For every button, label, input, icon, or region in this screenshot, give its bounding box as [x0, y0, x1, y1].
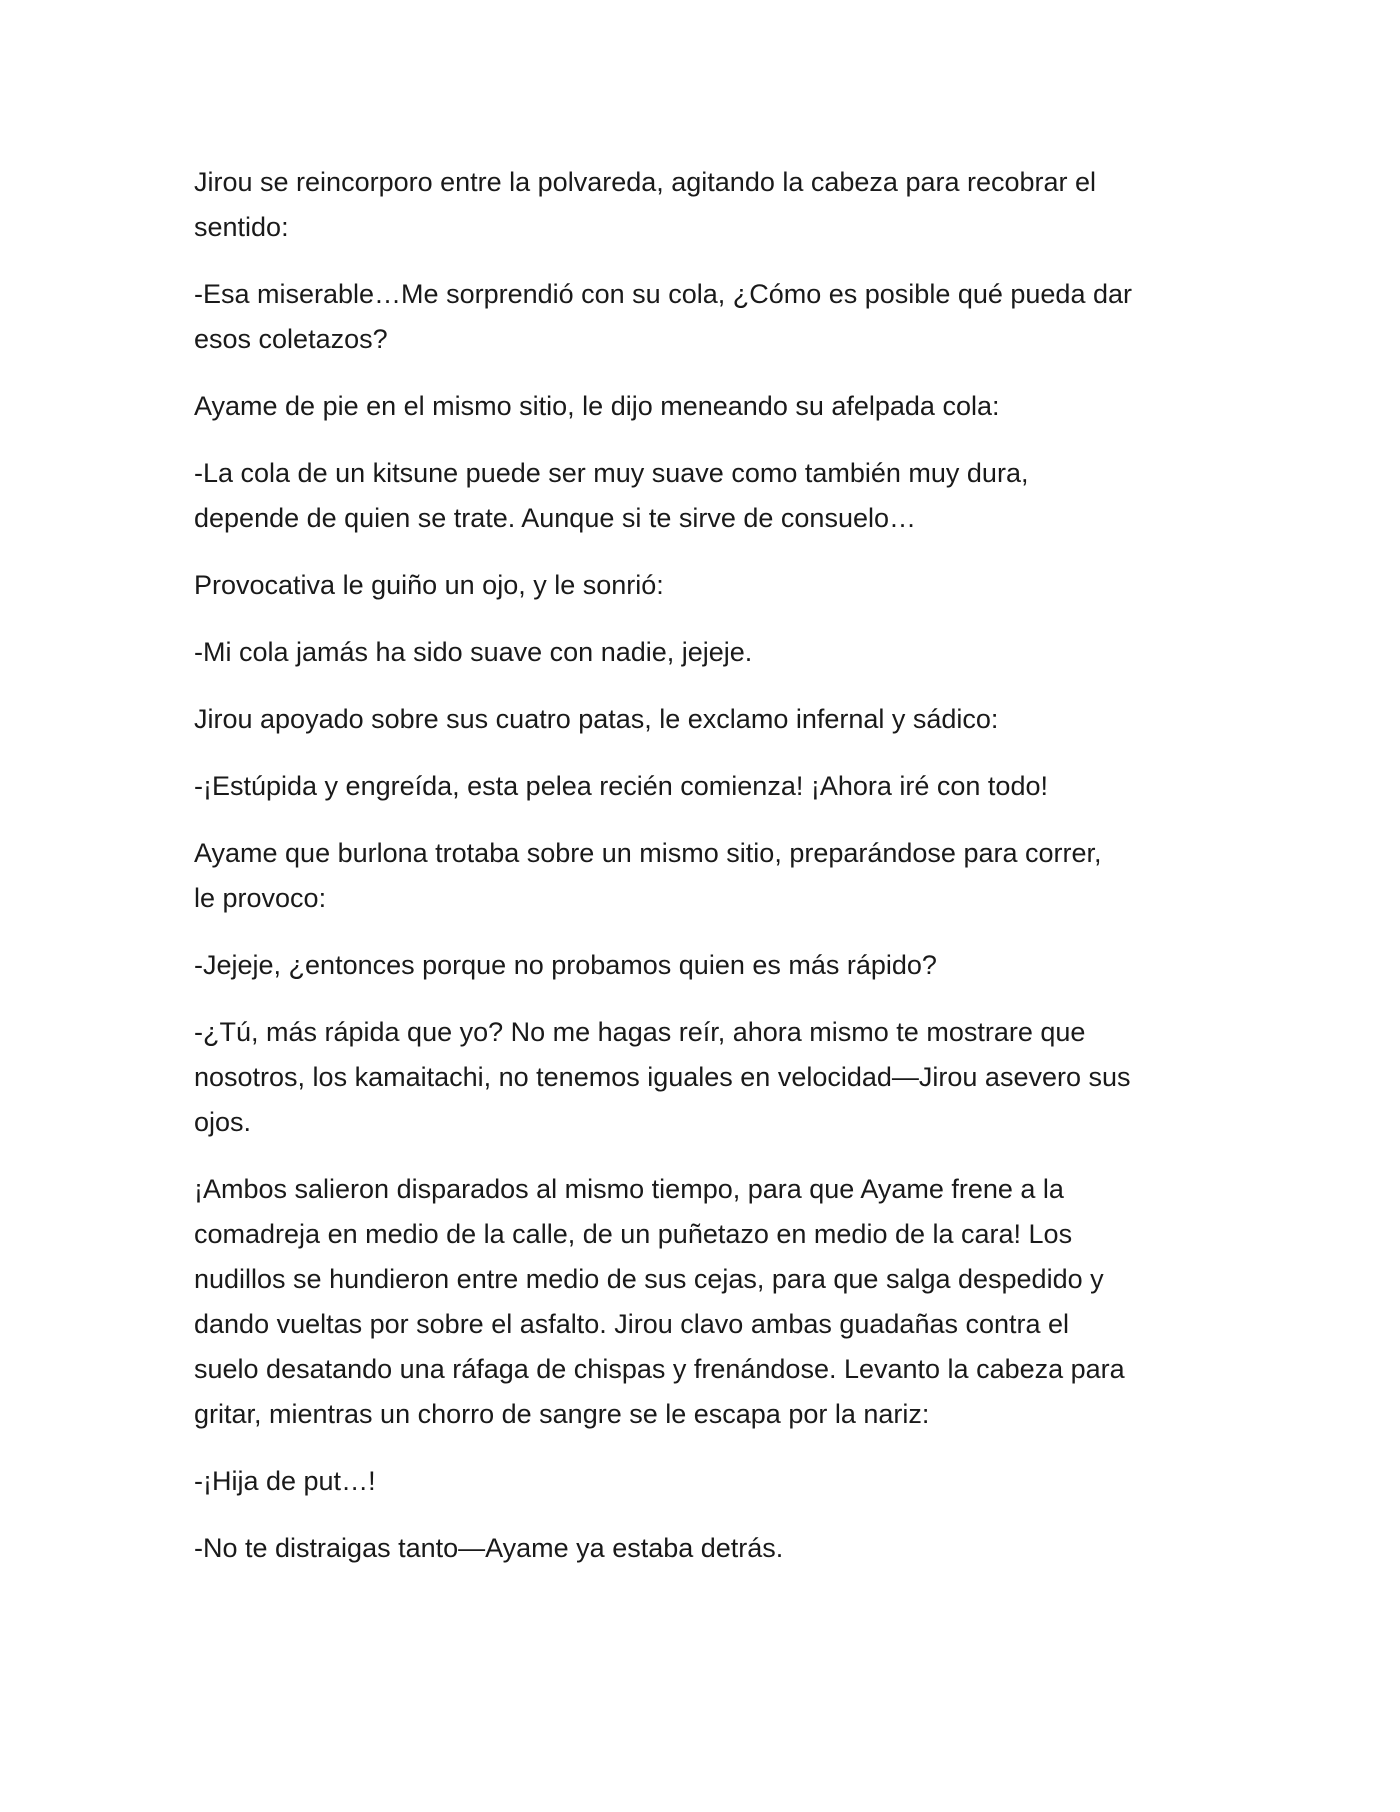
- paragraph: Provocativa le guiño un ojo, y le sonrió:: [194, 570, 664, 600]
- paragraph: Ayame de pie en el mismo sitio, le dijo meneando su afelpada cola:: [194, 391, 1000, 421]
- paragraph: Ayame que burlona trotaba sobre un mismo sitio, preparándose para correr, le provoco:: [194, 838, 1102, 913]
- paragraph: Jirou apoyado sobre sus cuatro patas, le exclamo infernal y sádico:: [194, 704, 999, 734]
- paragraph: ¡Ambos salieron disparados al mismo tiempo, para que Ayame frene a la comadreja en medio de la calle, de un puñetazo en medio de la cara! Los nudillos se hundieron entre medio de sus cejas, para que salga despedido y dando vueltas por sobre el asfalto. Jirou clavo ambas guadañas contra el suelo desatando una ráfaga de chispas y frenándose. Levanto la cabeza para gritar, mientras un chorro de sangre se le escapa por la nariz:: [194, 1174, 1125, 1429]
- document-body: [194, 160, 1224, 1593]
- paragraph: Jirou se reincorporo entre la polvareda, agitando la cabeza para recobrar el sentido:: [194, 167, 1097, 242]
- paragraph: -No te distraigas tanto—Ayame ya estaba detrás.: [194, 1533, 784, 1563]
- paragraph: -¡Hija de put…!: [194, 1466, 376, 1496]
- paragraph: -Esa miserable…Me sorprendió con su cola, ¿Cómo es posible qué pueda dar esos coletazos?: [194, 279, 1132, 354]
- paragraph: -La cola de un kitsune puede ser muy suave como también muy dura, depende de quien se trate. Aunque si te sirve de consuelo…: [194, 458, 1029, 533]
- paragraph: -Jejeje, ¿entonces porque no probamos quien es más rápido?: [194, 950, 937, 980]
- paragraph: -¡Estúpida y engreída, esta pelea recién comienza! ¡Ahora iré con todo!: [194, 771, 1048, 801]
- paragraph: -Mi cola jamás ha sido suave con nadie, jejeje.: [194, 637, 753, 667]
- paragraph: -¿Tú, más rápida que yo? No me hagas reír, ahora mismo te mostrare que nosotros, los kamaitachi, no tenemos iguales en velocidad—Jirou asevero sus ojos.: [194, 1017, 1131, 1137]
